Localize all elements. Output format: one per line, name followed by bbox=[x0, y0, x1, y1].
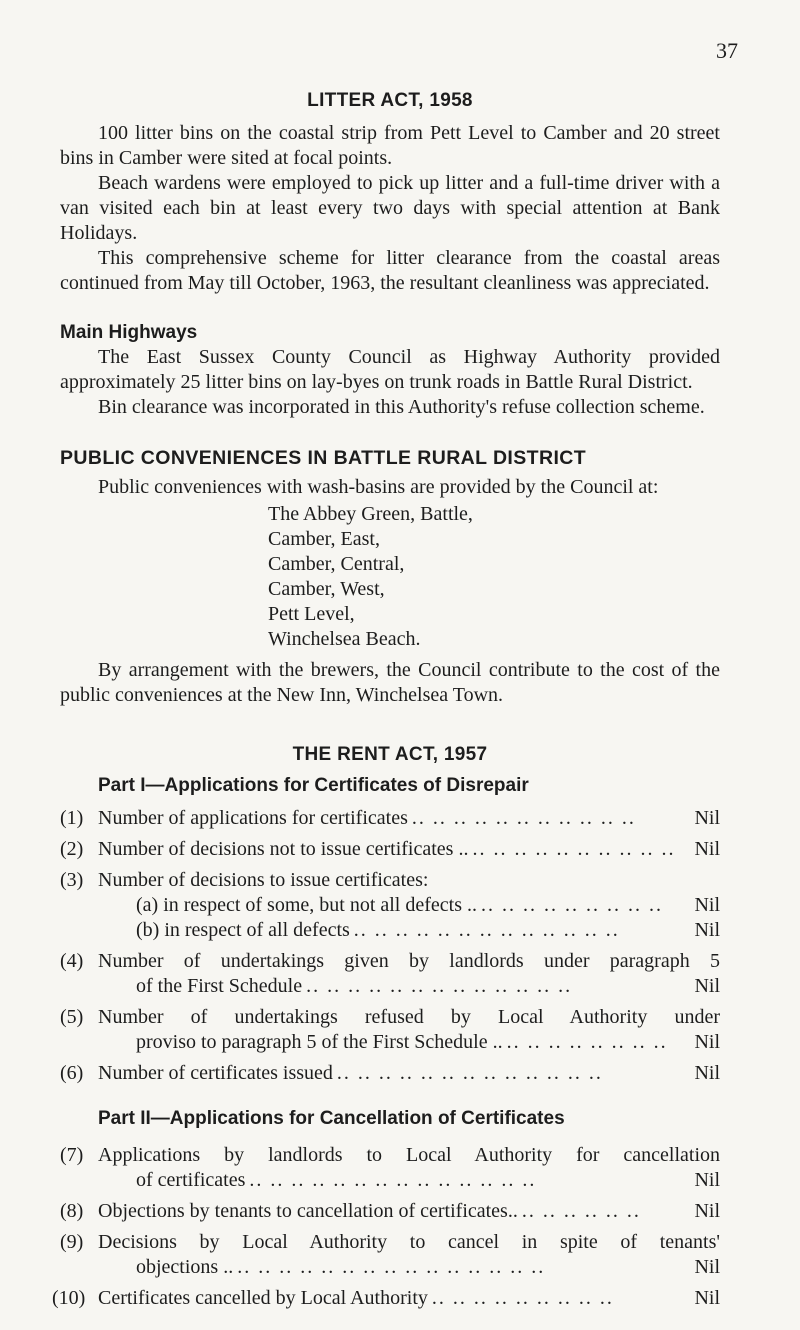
item-value: Nil bbox=[694, 894, 720, 916]
list-item bbox=[60, 1061, 720, 1086]
leader-dots: .. .. .. .. .. .. .. .. .. .. .. .. .. bbox=[306, 975, 573, 997]
item-text-line: Number of undertakings refused by Local Authority under bbox=[98, 1006, 720, 1028]
litter-act-title: LITTER ACT, 1958 bbox=[307, 90, 473, 111]
rent-part-2-title: Part II—Applications for Cancellation of Certificates bbox=[98, 1108, 565, 1129]
leader-dots: .. .. .. .. .. .. .. .. .. .. bbox=[472, 838, 676, 860]
item-number: (5) bbox=[60, 1006, 84, 1028]
item-number: (6) bbox=[60, 1062, 84, 1084]
list-item bbox=[60, 868, 720, 943]
list-item: Camber, West, bbox=[268, 578, 385, 600]
item-text: of the First Schedule bbox=[136, 975, 303, 997]
item-number: (10) bbox=[52, 1287, 86, 1309]
litter-paragraph: 100 litter bins on the coastal strip from Pett Level to Camber and 20 street bins in Camber were sited at focal points. bbox=[60, 122, 720, 169]
list-item bbox=[60, 1143, 720, 1193]
leader-dots: .. .. .. .. .. .. .. .. .. bbox=[481, 894, 663, 916]
item-text: Objections by tenants to cancellation of certificates.. bbox=[98, 1200, 518, 1222]
item-text: Number of applications for certificates bbox=[98, 807, 408, 829]
highways-paragraph: Bin clearance was incorporated in this Authority's refuse collection scheme. bbox=[98, 396, 705, 418]
leader-dots: .. .. .. .. .. .. .. .. .. .. .. .. .. bbox=[353, 919, 620, 941]
conveniences-intro: Public conveniences with wash-basins are provided by the Council at: bbox=[98, 476, 659, 498]
item-text: Number of certificates issued bbox=[98, 1062, 333, 1084]
list-item: Camber, Central, bbox=[268, 553, 405, 575]
list-item: Camber, East, bbox=[268, 528, 380, 550]
leader-dots: .. .. .. .. .. .. .. .. .. .. .. .. .. .. bbox=[249, 1169, 537, 1191]
public-conveniences-section bbox=[60, 446, 720, 708]
main-highways-title: Main Highways bbox=[60, 322, 198, 343]
list-item: Winchelsea Beach. bbox=[268, 628, 421, 650]
litter-act-section bbox=[60, 88, 720, 296]
list-item: Pett Level, bbox=[268, 603, 355, 625]
item-text-line: Applications by landlords to Local Authority for cancellation bbox=[98, 1144, 720, 1166]
item-value: Nil bbox=[694, 1169, 720, 1191]
highways-paragraph: The East Sussex County Council as Highway Authority provided approximately 25 litter bins on lay-byes on trunk roads in Battle Rural District. bbox=[60, 346, 720, 393]
leader-dots: .. .. .. .. .. .. .. .. .. .. .. .. .. .. .. bbox=[237, 1256, 546, 1278]
item-text: Certificates cancelled by Local Authority bbox=[98, 1287, 428, 1309]
item-text: of certificates bbox=[136, 1169, 246, 1191]
item-number: (4) bbox=[60, 950, 84, 972]
item-text: Number of decisions to issue certificates: bbox=[98, 869, 429, 891]
list-item bbox=[60, 949, 720, 999]
sub-item-text: (a) in respect of some, but not all defects .. bbox=[136, 894, 477, 916]
item-number: (3) bbox=[60, 869, 84, 891]
main-highways-section bbox=[60, 320, 720, 420]
item-text-line: Number of undertakings given by landlords under paragraph 5 bbox=[98, 950, 720, 972]
public-conveniences-title: PUBLIC CONVENIENCES IN BATTLE RURAL DISTRICT bbox=[60, 447, 587, 469]
item-number: (9) bbox=[60, 1231, 84, 1253]
item-value: Nil bbox=[694, 807, 720, 829]
item-number: (8) bbox=[60, 1200, 84, 1222]
item-text: objections .. bbox=[136, 1256, 234, 1278]
conveniences-outro: By arrangement with the brewers, the Council contribute to the cost of the public conveniences at the New Inn, Winchelsea Town. bbox=[60, 659, 720, 706]
item-value: Nil bbox=[694, 1062, 720, 1084]
item-value: Nil bbox=[694, 838, 720, 860]
item-text: proviso to paragraph 5 of the First Schedule .. bbox=[136, 1031, 503, 1053]
list-item bbox=[60, 1230, 720, 1280]
sub-item-text: (b) in respect of all defects bbox=[136, 919, 350, 941]
item-text: Number of decisions not to issue certificates .. bbox=[98, 838, 469, 860]
item-value: Nil bbox=[694, 975, 720, 997]
list-item bbox=[52, 1286, 720, 1311]
rent-part-1-title: Part I—Applications for Certificates of Disrepair bbox=[98, 775, 529, 796]
leader-dots: .. .. .. .. .. .. bbox=[521, 1200, 641, 1222]
rent-part-2-list bbox=[52, 1143, 720, 1311]
list-item bbox=[60, 1005, 720, 1055]
litter-paragraph: This comprehensive scheme for litter clearance from the coastal areas continued from May till October, 1963, the resultant cleanliness was appreciated. bbox=[60, 247, 720, 294]
item-text-line: Decisions by Local Authority to cancel in spite of tenants' bbox=[98, 1231, 720, 1253]
page-number: 37 bbox=[716, 38, 738, 63]
leader-dots: .. .. .. .. .. .. .. .. .. .. .. bbox=[411, 807, 636, 829]
list-item bbox=[60, 837, 720, 862]
rent-act-title: THE RENT ACT, 1957 bbox=[292, 744, 488, 765]
rent-part-1-list bbox=[60, 806, 720, 1086]
item-value: Nil bbox=[694, 1200, 720, 1222]
list-item bbox=[60, 806, 720, 831]
item-number: (1) bbox=[60, 807, 84, 829]
leader-dots: .. .. .. .. .. .. .. .. .. .. .. .. .. bbox=[336, 1062, 603, 1084]
list-item: The Abbey Green, Battle, bbox=[268, 503, 473, 525]
item-value: Nil bbox=[694, 919, 720, 941]
rent-act-section bbox=[52, 742, 720, 1311]
item-value: Nil bbox=[694, 1287, 720, 1309]
conveniences-list bbox=[268, 502, 720, 652]
item-number: (7) bbox=[60, 1144, 84, 1166]
item-number: (2) bbox=[60, 838, 84, 860]
item-value: Nil bbox=[694, 1256, 720, 1278]
list-item bbox=[60, 1199, 720, 1224]
item-value: Nil bbox=[694, 1031, 720, 1053]
leader-dots: .. .. .. .. .. .. .. .. .. bbox=[431, 1287, 614, 1309]
leader-dots: .. .. .. .. .. .. .. .. bbox=[506, 1031, 668, 1053]
litter-paragraph: Beach wardens were employed to pick up litter and a full-time driver with a van visited each bin at least every two days with special attention at Bank Holidays. bbox=[60, 172, 720, 244]
page-content bbox=[52, 88, 720, 1317]
